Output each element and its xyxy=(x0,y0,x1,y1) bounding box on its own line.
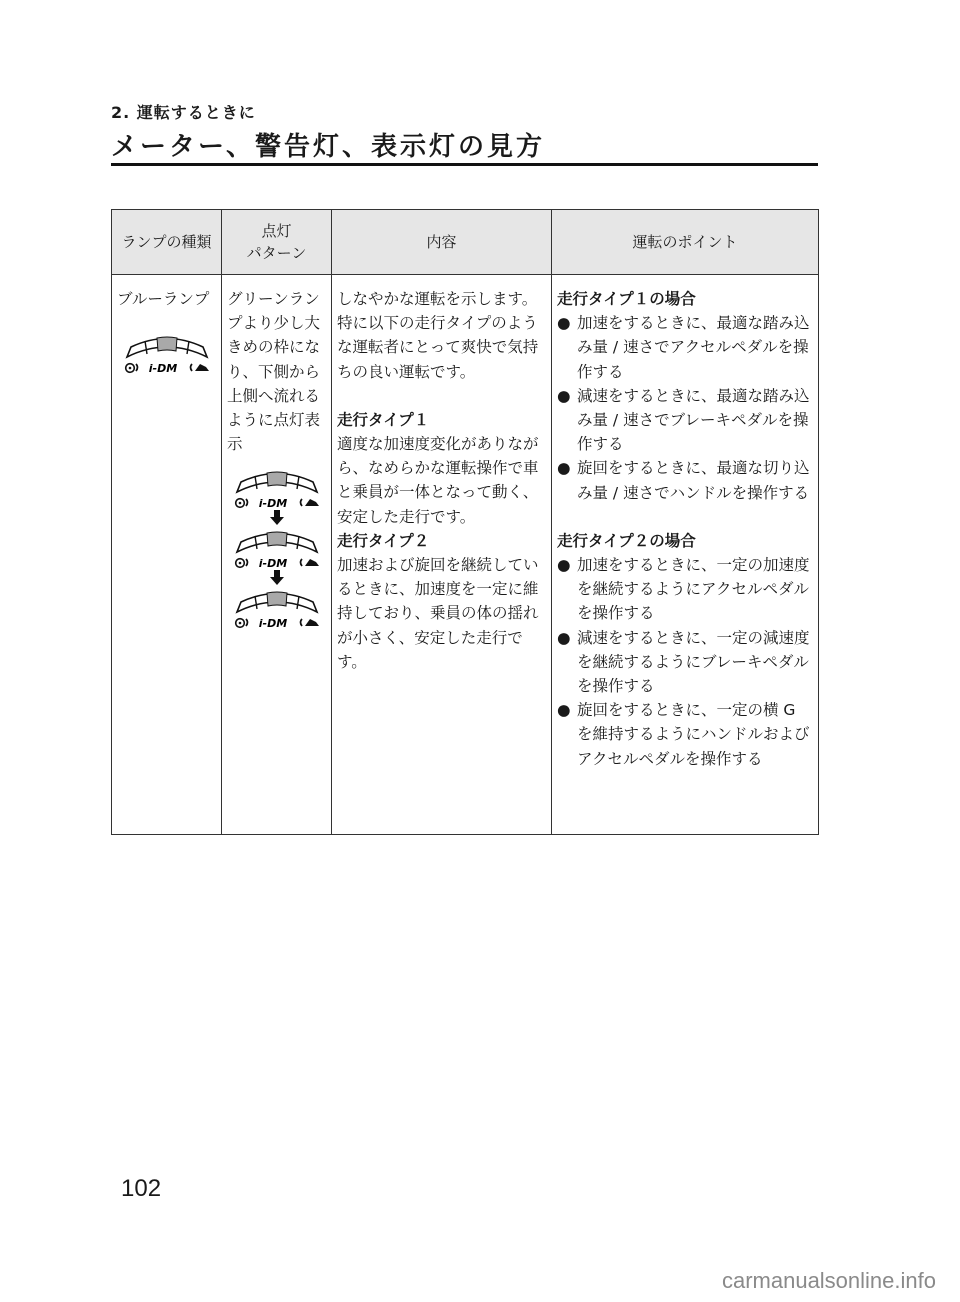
list-item-text: 加速をするときに、最適な踏み込み量 / 速さでアクセルペダルを操作する xyxy=(577,314,810,381)
idm-gauge-icon xyxy=(231,586,323,630)
indicator-table xyxy=(111,209,819,835)
list-item xyxy=(557,384,814,457)
idm-label: i-DM xyxy=(258,617,288,631)
lamp-type-label: ブルーランプ xyxy=(117,290,210,308)
blue-lamp-gauge xyxy=(117,331,217,375)
bullet-icon: ● xyxy=(557,386,571,405)
list-item-text: 加速をするときに、一定の加速度を継続するようにアクセルペダルを操作する xyxy=(577,556,810,623)
watermark: carmanualsonline.info xyxy=(721,1268,936,1293)
arrow-down-icon xyxy=(269,510,285,526)
header-points: 運転のポイント xyxy=(552,210,819,275)
list-item xyxy=(557,456,814,504)
bullet-icon: ● xyxy=(557,459,571,478)
header-content: 内容 xyxy=(332,210,552,275)
list-item-text: 減速をするときに、一定の減速度を継続するようにブレーキペダルを操作する xyxy=(577,628,810,696)
bullet-icon: ● xyxy=(557,701,571,720)
table-header-row xyxy=(112,210,819,275)
type1-heading: 走行タイプ１ xyxy=(337,410,430,429)
arrow-down-icon xyxy=(269,570,285,586)
cell-points xyxy=(552,275,819,835)
bullet-icon: ● xyxy=(557,556,571,575)
page-title: メーター、警告灯、表示灯の見方 xyxy=(111,132,545,162)
cell-content xyxy=(332,275,552,835)
type2-text: 加速および旋回を継続しているときに、加速度を一定に維持しており、乗員の体の揺れが小さく、安定した走行です。 xyxy=(337,556,539,671)
bullet-icon: ● xyxy=(557,314,571,333)
header-pattern xyxy=(222,210,332,275)
idm-gauge-icon xyxy=(231,466,323,510)
type2-heading: 走行タイプ２ xyxy=(337,531,430,550)
pattern-text: グリーンランプより少し大きめの枠になり、下側から上側へ流れるように点灯表示 xyxy=(227,290,321,454)
idm-gauge-icon xyxy=(231,526,323,570)
list-item-text: 旋回をするときに、最適な切り込み量 / 速さでハンドルを操作する xyxy=(577,459,810,502)
list-item-text: 旋回をするときに、一定の横 G を維持するようにハンドルおよびアクセルペダルを操作する xyxy=(577,701,810,768)
pattern-sequence xyxy=(227,466,327,630)
content-intro: しなやかな運転を示します。特に以下の走行タイプのような運転者にとって爽快で気持ちの良い運転です。 xyxy=(337,290,539,381)
list-item xyxy=(557,553,814,626)
cell-lamp-type xyxy=(112,275,222,835)
idm-label: i-DM xyxy=(258,557,288,571)
list-item xyxy=(557,698,814,771)
idm-gauge-icon xyxy=(121,331,213,375)
list-item-text: 減速をするときに、最適な踏み込み量 / 速さでブレーキペダルを操作する xyxy=(577,386,810,454)
header-lamp-type: ランプの種類 xyxy=(112,210,222,275)
header-pattern-line1: 点灯 xyxy=(261,222,292,240)
heading-rule xyxy=(111,163,818,166)
idm-label: i-DM xyxy=(258,497,288,511)
idm-label: i-DM xyxy=(148,362,178,376)
list-item xyxy=(557,311,814,384)
section-label: 2. 運転するときに xyxy=(111,103,256,122)
points-type2-heading: 走行タイプ２の場合 xyxy=(557,531,696,550)
points-type1-heading: 走行タイプ１の場合 xyxy=(557,290,696,308)
table-row xyxy=(112,275,819,835)
header-pattern-line2: パターン xyxy=(246,244,307,262)
type1-text: 適度な加速度変化がありながら、なめらかな運転操作で車と乗員が一体となって動く、安定した走行です。 xyxy=(337,435,539,526)
page-number: 102 xyxy=(121,1175,162,1202)
bullet-icon: ● xyxy=(557,628,571,647)
cell-pattern xyxy=(222,275,332,835)
list-item xyxy=(557,626,814,699)
